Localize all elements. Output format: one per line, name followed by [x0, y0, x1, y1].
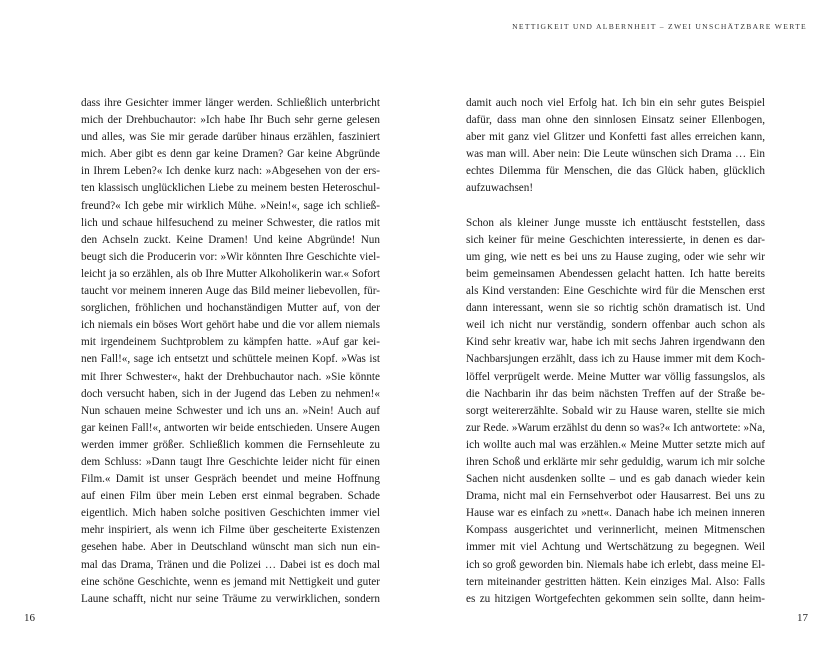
- text-line: den Achseln zuckt. Keine Dramen! Und keine Abgründe! Nun: [81, 233, 380, 246]
- paragraph-2: [466, 215, 765, 608]
- page-number-right: 17: [797, 612, 808, 624]
- text-line: dass ihre Gesichter immer länger werden. Schließlich unterbricht: [81, 97, 380, 109]
- text-line: doch versucht haben, sich in der Jugend das Leben zu nehmen!«: [81, 387, 380, 400]
- text-line: ich niemals ein böses Wort gehört habe und die vor allem niemals: [81, 319, 380, 332]
- text-line: die Nachbarin ihr das beim nächsten Treffen auf der Straße be-: [466, 387, 765, 400]
- text-line: mich. Aber gibt es denn gar keine Dramen? Gar keine Abgründe: [81, 148, 380, 161]
- text-line: Kompass ausgerichtet und verinnerlicht, meinen Mitmenschen: [466, 524, 765, 537]
- text-line: damit auch noch viel Erfolg hat. Ich bin ein sehr gutes Beispiel: [466, 97, 765, 109]
- text-line: Nachbarsjungen erzählt, dass ich zu Hause immer mit dem Koch-: [466, 353, 765, 366]
- text-line: ihren Schoß und erklärte mir sehr geduldig, warum ich mir solche: [466, 455, 765, 468]
- text-line: löffel verprügelt werde. Meine Mutter war völlig fassungslos, als: [466, 370, 765, 383]
- text-line: echtes Dilemma für Menschen, die das Glück haben, glücklich: [466, 165, 765, 178]
- text-line: eine schöne Geschichte, wenn es jemand mit Nettigkeit und guter: [81, 575, 380, 588]
- text-line: Drama, nicht mal ein Fernsehverbot oder Hausarrest. Bei uns zu: [466, 490, 765, 503]
- text-line: tern miteinander gestritten hätten. Kein einziges Mal. Also: Falls: [466, 575, 765, 588]
- left-page-text: [81, 95, 380, 608]
- text-line: Nun schauen meine Schwester und ich uns an. »Nein! Auch auf: [81, 404, 380, 417]
- text-line: Laune schafft, nicht nur seine Träume zu verwirklichen, sondern: [81, 592, 380, 605]
- text-line: leicht ja so erzählen, als ob Ihre Mutter Alkoholikerin war.« Sofort: [81, 267, 380, 280]
- text-line: es zu hitzigen Wortgefechten gekommen sein sollte, dann heim-: [466, 592, 765, 605]
- text-line: um ging, wie nett es bei uns zu Hause zuging, oder wie sehr wir: [466, 250, 765, 263]
- text-line: lich und schaue hilfesuchend zu meiner Schwester, die ratlos mit: [81, 216, 380, 229]
- text-line: Kind sehr kreativ war, habe ich mit sechs Jahren irgendwann den: [466, 336, 765, 349]
- text-line: gesehen habe. Aber in Deutschland wünscht man sich nun ein-: [81, 541, 380, 554]
- text-line: auf einen Film über mein Leben erst einmal begraben. Schade: [81, 490, 380, 503]
- text-line: beugt sich die Producerin vor: »Wir könnten Ihre Geschichte viel-: [81, 250, 380, 263]
- text-line: Film.« Damit ist unser Gespräch beendet und meine Hoffnung: [81, 473, 380, 486]
- text-line: nen Fall!«, sage ich entsetzt und schüttele meinen Kopf. »Was ist: [81, 353, 380, 366]
- text-line: aber mit ganz viel Glitzer und Konfetti fast alles erreichen kann,: [466, 131, 765, 144]
- text-line: aufzuwachsen!: [466, 182, 534, 195]
- text-line: dafür, dass man ohne den sinnlosen Einsatz seiner Ellenbogen,: [466, 114, 765, 127]
- text-line: eigentlich. Mich haben solche positiven Geschichten immer viel: [81, 507, 380, 520]
- text-line: werden immer größer. Schließlich kommen die Fernsehleute zu: [81, 438, 380, 451]
- text-line: mehr inspiriert, als wenn ich Filme über gescheiterte Existenzen: [81, 524, 380, 537]
- text-line: und alles, was Sie mir gerade darüber hinaus erzählen, fasziniert: [81, 131, 380, 144]
- text-line: taucht vor meinem inneren Auge das Bild meiner liebevollen, für-: [81, 285, 380, 298]
- text-line: gar keinen Fall!«, antworten wir beide entschieden. Unsere Augen: [81, 421, 380, 434]
- text-line: Hause war es einfach zu »nett«. Danach habe ich meinen inneren: [466, 507, 765, 520]
- paragraph-gap: [466, 198, 765, 215]
- text-line: sorgt weitererzählte. Sobald wir zu Hause waren, stellte sie mich: [466, 404, 765, 417]
- text-line: ten klassisch unglücklichen Liebe zu meinem besten Heteroschul-: [81, 182, 380, 195]
- text-line: mich der Drehbuchautor: »Ich habe Ihr Buch sehr gerne gelesen: [81, 114, 380, 127]
- text-line: dann interessant, wenn sie so richtig schön dramatisch ist. Und: [466, 302, 765, 315]
- text-line: Schon als kleiner Junge musste ich enttäuscht feststellen, dass: [466, 216, 765, 229]
- right-page-text: [466, 95, 765, 608]
- text-line: mit Ihrer Schwester«, hakt der Drehbuchautor nach. »Sie könnte: [81, 370, 380, 383]
- page-number-left: 16: [24, 612, 35, 624]
- text-line: was man will. Aber nein: Die Leute wünschen sich Drama … Ein: [466, 148, 765, 161]
- running-head: NETTIGKEIT UND ALBERNHEIT – ZWEI UNSCHÄTZBARE WERTE: [512, 22, 807, 31]
- text-line: zur Rede. »Warum erzählst du denn so was?« Ich antwortete: »Na,: [466, 421, 765, 434]
- text-line: mal das Drama, Tränen und die Polizei … Dabei ist es doch mal: [81, 558, 380, 571]
- text-line: weil ich nicht nur verständig, sondern offenbar auch schon als: [466, 319, 765, 332]
- text-line: in Ihrem Leben?« Ich denke kurz nach: »Abgesehen von der ers-: [81, 165, 380, 178]
- text-line: sorglichen, fröhlichen und hochanständigen Mutter auf, von der: [81, 302, 380, 315]
- text-line: dem Schluss: »Dann taugt Ihre Geschichte leider nicht für einen: [81, 455, 380, 468]
- text-line: freund?« Ich gebe mir wirklich Mühe. »Nein!«, sage ich schließ-: [81, 199, 380, 212]
- text-line: beim gemeinsamen Abendessen gelacht hatten. Ich hatte bereits: [466, 267, 765, 280]
- text-line: Sachen nicht ausdenken sollte – und es gab danach wieder kein: [466, 473, 765, 486]
- paragraph-1: [466, 95, 765, 198]
- text-line: mit irgendeinem Suchtproblem zu kämpfen hatte. »Auf gar kei-: [81, 336, 380, 349]
- text-line: immer mit viel Achtung und Wertschätzung zu begegnen. Weil: [466, 541, 765, 554]
- text-line: ich so groß geworden bin. Niemals habe ich erlebt, dass meine El-: [466, 558, 765, 571]
- text-line: als Kind verstanden: Eine Geschichte wird für die Menschen erst: [466, 285, 765, 298]
- text-line: sich keiner für meine Geschichten interessierte, in denen es dar-: [466, 233, 765, 246]
- text-line: ich wollte auch mal was erzählen.« Meine Mutter setzte mich auf: [466, 438, 765, 451]
